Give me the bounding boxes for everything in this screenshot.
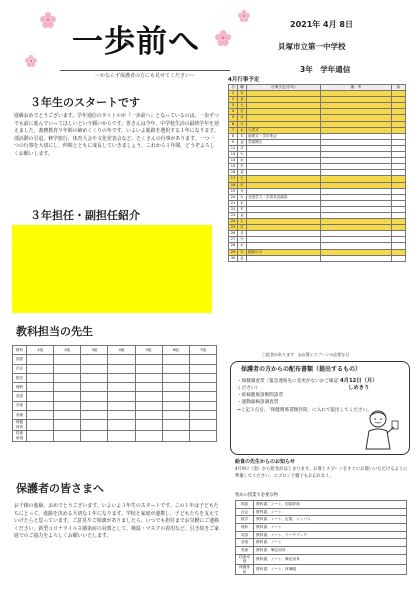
subject-teacher-cell bbox=[27, 411, 54, 420]
calendar-day: 月 bbox=[237, 231, 246, 237]
cherry-blossom-icon bbox=[25, 55, 37, 67]
calendar-event: 全国学力・学習状況調査 bbox=[246, 194, 320, 200]
calendar-day: 水 bbox=[237, 158, 246, 164]
required-items-subject: 社会 bbox=[236, 508, 254, 516]
calendar-header-day: 曜 bbox=[237, 85, 246, 91]
lunch-notice-title: 給食の先生からのお知らせ bbox=[235, 459, 295, 465]
calendar-date: 4 bbox=[229, 109, 238, 115]
required-items-table bbox=[235, 500, 407, 575]
subject-name: 技術家庭 bbox=[13, 431, 27, 442]
subject-name: 国語 bbox=[13, 355, 27, 364]
subject-teacher-cell bbox=[135, 420, 162, 431]
calendar-day: 木 bbox=[237, 164, 246, 170]
subject-teacher-cell bbox=[54, 392, 81, 401]
subject-table-header: 4組 bbox=[108, 346, 135, 355]
subject-teacher-cell bbox=[27, 373, 54, 382]
calendar-day: 水 bbox=[237, 243, 246, 249]
subject-teacher-cell bbox=[189, 392, 216, 401]
section-heading-subjects: 教科担当の先生 bbox=[16, 325, 93, 338]
required-items-list: 教科書、ノート、定規、コンパス bbox=[254, 516, 407, 524]
event-calendar-table bbox=[228, 84, 406, 262]
required-items-row bbox=[236, 508, 407, 516]
subject-teacher-cell bbox=[27, 383, 54, 392]
calendar-lunch-mark bbox=[392, 255, 406, 261]
subject-teacher-cell bbox=[189, 420, 216, 431]
calendar-day: 木 bbox=[237, 249, 246, 255]
calendar-date: 9 bbox=[229, 139, 238, 145]
calendar-day: 火 bbox=[237, 121, 246, 127]
subject-teacher-cell bbox=[135, 401, 162, 410]
subject-name: 保健体育 bbox=[13, 420, 27, 431]
subject-name: 美術 bbox=[13, 411, 27, 420]
calendar-date: 5 bbox=[229, 115, 238, 121]
subject-teacher-cell bbox=[108, 373, 135, 382]
required-items-subject: 理科 bbox=[236, 524, 254, 532]
required-items-list: 教科書、ノート bbox=[254, 508, 407, 516]
subject-name: 音楽 bbox=[13, 401, 27, 410]
required-items-list: 教科書、ノート bbox=[254, 524, 407, 532]
required-items-subject: 数学 bbox=[236, 516, 254, 524]
subject-table-header: 教科 bbox=[13, 346, 27, 355]
teacher-intro-highlight-box bbox=[12, 225, 212, 313]
subject-table-row bbox=[13, 431, 217, 442]
subject-name: 数学 bbox=[13, 373, 27, 382]
subject-teacher-cell bbox=[162, 355, 189, 364]
calendar-day: 木 bbox=[237, 91, 246, 97]
calendar-date: 2 bbox=[229, 97, 238, 103]
required-items-row bbox=[236, 539, 407, 547]
calendar-event bbox=[246, 255, 320, 261]
subject-teacher-cell bbox=[108, 364, 135, 373]
subject-teacher-cell bbox=[108, 431, 135, 442]
calendar-event: 入学式 bbox=[246, 127, 320, 133]
calendar-date: 20 bbox=[229, 194, 238, 200]
subject-table-row bbox=[13, 373, 217, 382]
subject-table-header: 3組 bbox=[81, 346, 108, 355]
required-items-subject: 美術 bbox=[236, 547, 254, 555]
subject-teacher-cell bbox=[135, 364, 162, 373]
subject-teacher-cell bbox=[54, 364, 81, 373]
calendar-date: 22 bbox=[229, 206, 238, 212]
calendar-day: 月 bbox=[237, 188, 246, 194]
section-heading-parents: 保護者の皆さまへ bbox=[16, 482, 104, 495]
subject-table-row bbox=[13, 383, 217, 392]
subject-table-header: 1組 bbox=[27, 346, 54, 355]
calendar-day: 金 bbox=[237, 212, 246, 218]
calendar-date: 27 bbox=[229, 237, 238, 243]
calendar-day: 月 bbox=[237, 145, 246, 151]
calendar-header-date: 日 bbox=[229, 85, 238, 91]
calendar-date: 24 bbox=[229, 219, 238, 225]
subject-teacher-cell bbox=[135, 411, 162, 420]
section-heading-teachers: ３年担任・副担任紹介 bbox=[30, 209, 140, 222]
subject-teacher-cell bbox=[162, 392, 189, 401]
newsletter-title: 一歩前へ bbox=[72, 24, 200, 60]
required-items-list: 教科書、ノート、国語辞典 bbox=[254, 501, 407, 509]
subject-teacher-cell bbox=[108, 420, 135, 431]
calendar-day: 火 bbox=[237, 152, 246, 158]
required-items-list: 教科書、筆記用具 bbox=[254, 547, 407, 555]
distribution-item: ・保健調査票（緊急連絡先に変更がないかご確認ください） bbox=[237, 379, 339, 392]
calendar-note bbox=[320, 255, 391, 261]
calendar-day: 水 bbox=[237, 127, 246, 133]
subject-name: 社会 bbox=[13, 364, 27, 373]
subject-teacher-cell bbox=[162, 401, 189, 410]
calendar-day: 金 bbox=[237, 170, 246, 176]
calendar-day: 火 bbox=[237, 237, 246, 243]
required-items-row bbox=[236, 516, 407, 524]
subject-teacher-cell bbox=[81, 431, 108, 442]
calendar-day: 土 bbox=[237, 103, 246, 109]
calendar-header-event: 行事予定(学年) bbox=[246, 85, 320, 91]
subject-teacher-cell bbox=[54, 355, 81, 364]
calendar-date: 7 bbox=[229, 127, 238, 133]
lunch-notice-body: 4月9日（金）から給食がはじまります。お箸とスプーンをすぐにお使いいただけるように準備してください。エプロンと帽子もお忘れなく。 bbox=[235, 467, 408, 479]
calendar-day: 木 bbox=[237, 133, 246, 139]
subject-table-row bbox=[13, 392, 217, 401]
subject-teacher-cell bbox=[108, 401, 135, 410]
subject-teacher-cell bbox=[27, 364, 54, 373]
subject-teacher-cell bbox=[27, 431, 54, 442]
calendar-date: 29 bbox=[229, 249, 238, 255]
calendar-date: 25 bbox=[229, 225, 238, 231]
subject-teacher-cell bbox=[81, 420, 108, 431]
calendar-day: 水 bbox=[237, 200, 246, 206]
subject-table-row bbox=[13, 420, 217, 431]
subject-teacher-cell bbox=[54, 383, 81, 392]
subject-teacher-cell bbox=[81, 355, 108, 364]
subject-teacher-cell bbox=[108, 355, 135, 364]
required-items-row bbox=[236, 565, 407, 575]
distribution-title: 保護者の方からの配布書類（提出するもの） bbox=[241, 366, 362, 373]
calendar-header-lunch: 給 bbox=[392, 85, 406, 91]
subject-teacher-cell bbox=[54, 373, 81, 382]
calendar-day: 土 bbox=[237, 176, 246, 182]
subject-teacher-cell bbox=[189, 364, 216, 373]
calendar-legend: 〇給食があります ◎お箸とスプーンの必要な日 bbox=[262, 352, 350, 357]
subject-teacher-cell bbox=[162, 420, 189, 431]
calendar-date: 23 bbox=[229, 212, 238, 218]
subject-teacher-cell bbox=[162, 383, 189, 392]
subject-teacher-cell bbox=[27, 392, 54, 401]
issue-date: 2021年 4月 8日 bbox=[290, 20, 353, 29]
subject-table-header: 2組 bbox=[54, 346, 81, 355]
subject-name: 英語 bbox=[13, 392, 27, 401]
subject-teacher-cell bbox=[27, 355, 54, 364]
subject-teacher-cell bbox=[189, 411, 216, 420]
subject-teacher-cell bbox=[189, 383, 216, 392]
subject-teacher-cell bbox=[135, 373, 162, 382]
calendar-day: 日 bbox=[237, 109, 246, 115]
calendar-date: 19 bbox=[229, 188, 238, 194]
subject-teacher-cell bbox=[54, 401, 81, 410]
calendar-date: 17 bbox=[229, 176, 238, 182]
subject-table-header: 7組 bbox=[189, 346, 216, 355]
subject-table-header: 6組 bbox=[162, 346, 189, 355]
calendar-day: 土 bbox=[237, 219, 246, 225]
calendar-date: 1 bbox=[229, 91, 238, 97]
cherry-blossom-icon bbox=[238, 10, 250, 22]
subject-teacher-cell bbox=[189, 373, 216, 382]
calendar-date: 8 bbox=[229, 133, 238, 139]
subject-teacher-cell bbox=[54, 420, 81, 431]
required-items-subject: 保健体育 bbox=[236, 565, 254, 575]
distribution-item: ・結核健康診断問診票 bbox=[237, 393, 283, 399]
subject-teacher-cell bbox=[81, 401, 108, 410]
section-body-start: 進級おめでとうございます。学年通信のタイトルが『一歩前へ』となっているのは、一歩ずつでも前に進んでいってほしいという願いからです。皆さんは今年、中学校生活の最終学年を迎えました。義務教育９年間の締めくくりの年です。いよいよ進路を選択する１年になります。部活動の引退、修学旅行、体育大会や文化発表会など、たくさんの行事があります。一つ一つの行事を大切にし、仲間とともに成長していきましょう。これから１年間、どうぞよろしくお願いします。 bbox=[14, 113, 219, 157]
subject-teacher-cell bbox=[54, 411, 81, 420]
subject-teacher-cell bbox=[108, 411, 135, 420]
deadline-date: 4月12日（月） bbox=[340, 378, 378, 384]
calendar-header-note: 備 考 bbox=[320, 85, 391, 91]
calendar-row bbox=[229, 255, 406, 261]
required-items-row bbox=[236, 501, 407, 509]
required-items-list: 教科書、ノート、ワークブック bbox=[254, 531, 407, 539]
required-items-row bbox=[236, 547, 407, 555]
calendar-date: 18 bbox=[229, 182, 238, 188]
required-items-row bbox=[236, 554, 407, 564]
subject-teacher-cell bbox=[81, 364, 108, 373]
calendar-event: 昭和の日 bbox=[246, 249, 320, 255]
school-name: 貝塚市立第一中学校 bbox=[278, 42, 346, 51]
calendar-date: 6 bbox=[229, 121, 238, 127]
subject-table-row bbox=[13, 355, 217, 364]
required-items-row bbox=[236, 531, 407, 539]
required-items-subject: 国語 bbox=[236, 501, 254, 509]
subject-teacher-cell bbox=[162, 373, 189, 382]
subject-teacher-cell bbox=[108, 383, 135, 392]
cherry-blossom-icon bbox=[40, 12, 56, 28]
subject-teacher-cell bbox=[81, 373, 108, 382]
subject-table-header: 5組 bbox=[135, 346, 162, 355]
required-items-list: 教科書、ノート bbox=[254, 539, 407, 547]
calendar-day: 金 bbox=[237, 255, 246, 261]
subject-teacher-cell bbox=[189, 431, 216, 442]
distribution-instruction: ⇒上記３点を、「保健関係書類封筒」に入れて提出してください。 bbox=[237, 407, 372, 413]
calendar-day: 月 bbox=[237, 115, 246, 121]
subject-teacher-cell bbox=[135, 392, 162, 401]
calendar-date: 13 bbox=[229, 152, 238, 158]
subject-teacher-cell bbox=[81, 392, 108, 401]
section-body-parents: お子様の進級、おめでとうございます。いよいよ３年生のスタートです。この１年は子どもたちにとって、進路を決める大切な１年になります。学校と家庭が連携し、子どもたちを支えていけたらと思っています。ご意見やご相談がありましたら、いつでも担任までお気軽にご連絡ください。新型コロナウイルス感染症の対策として、検温・マスクの着用など、引き続きご家庭でのご協力をよろしくお願いいたします。 bbox=[14, 503, 220, 540]
required-items-list: 教科書、ノート、体操服 bbox=[254, 565, 407, 575]
calendar-day: 火 bbox=[237, 194, 246, 200]
subject-teacher-cell bbox=[162, 431, 189, 442]
calendar-date: 12 bbox=[229, 145, 238, 151]
calendar-date: 28 bbox=[229, 243, 238, 249]
calendar-date: 21 bbox=[229, 200, 238, 206]
required-items-subject: 音楽 bbox=[236, 539, 254, 547]
calendar-day: 木 bbox=[237, 206, 246, 212]
subject-teacher-cell bbox=[81, 383, 108, 392]
calendar-date: 3 bbox=[229, 103, 238, 109]
subject-teacher-cell bbox=[162, 411, 189, 420]
required-items-row bbox=[236, 524, 407, 532]
calendar-day: 日 bbox=[237, 225, 246, 231]
calendar-date: 16 bbox=[229, 170, 238, 176]
subject-table-row bbox=[13, 401, 217, 410]
required-items-list: 教科書、ノート、筆記用具 bbox=[254, 554, 407, 564]
subject-teacher-cell bbox=[81, 411, 108, 420]
subject-teacher-cell bbox=[135, 383, 162, 392]
subject-teacher-cell bbox=[189, 355, 216, 364]
required-items-subject: 英語 bbox=[236, 531, 254, 539]
deadline bbox=[340, 378, 378, 392]
subject-teacher-table bbox=[12, 345, 217, 442]
subject-table-row bbox=[13, 364, 217, 373]
calendar-event: 始業式・学年集会 bbox=[246, 133, 320, 139]
subject-table-row bbox=[13, 411, 217, 420]
calendar-day: 金 bbox=[237, 139, 246, 145]
issue-name: 3年 学年通信 bbox=[300, 65, 351, 74]
calendar-heading: 4月行事予定 bbox=[228, 77, 260, 83]
subject-teacher-cell bbox=[27, 420, 54, 431]
calendar-date: 30 bbox=[229, 255, 238, 261]
subject-teacher-cell bbox=[162, 364, 189, 373]
subject-teacher-cell bbox=[189, 401, 216, 410]
subject-teacher-cell bbox=[27, 401, 54, 410]
nurse-illustration-icon bbox=[354, 407, 402, 451]
calendar-date: 26 bbox=[229, 231, 238, 237]
distribution-item: ・運動器検診調査票 bbox=[237, 400, 279, 406]
newsletter-subtitle: 〜かならず保護者の方にも見せてください〜 bbox=[60, 70, 230, 80]
subject-teacher-cell bbox=[135, 431, 162, 442]
section-heading-start: ３年生のスタートです bbox=[30, 96, 140, 109]
subject-teacher-cell bbox=[108, 392, 135, 401]
calendar-day: 日 bbox=[237, 182, 246, 188]
deadline-label: しめきり bbox=[348, 385, 370, 392]
calendar-date: 15 bbox=[229, 164, 238, 170]
calendar-event: 学級開き bbox=[246, 139, 320, 145]
subject-name: 理科 bbox=[13, 383, 27, 392]
calendar-date: 14 bbox=[229, 158, 238, 164]
required-items-subject: 技術家庭 bbox=[236, 554, 254, 564]
items-table-caption: 始めの授業で必要な物 bbox=[235, 493, 278, 498]
subject-teacher-cell bbox=[54, 431, 81, 442]
subject-teacher-cell bbox=[135, 355, 162, 364]
calendar-day: 金 bbox=[237, 97, 246, 103]
